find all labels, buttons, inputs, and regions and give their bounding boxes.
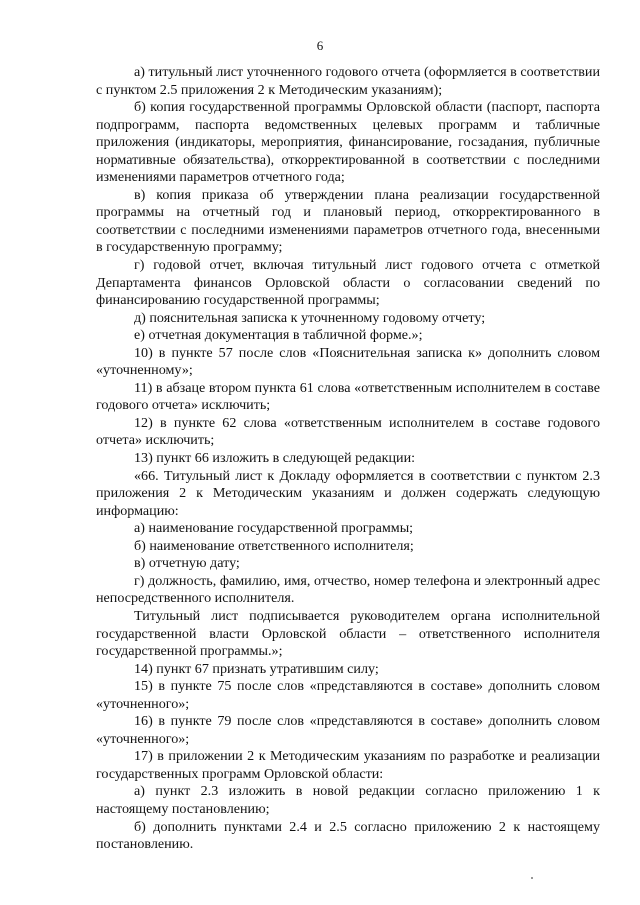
paragraph: 11) в абзаце втором пункта 61 слова «ответственным исполнителем в составе годового отчета» исключить;	[96, 379, 600, 414]
paragraph: а) титульный лист уточненного годового отчета (оформляется в соответствии с пунктом 2.5 приложения 2 к Методическим указаниям);	[96, 64, 600, 98]
paragraph: в) копия приказа об утверждении плана реализации государственной программы на отчетный год и плановый период, откорректированного в соответствии с последними изменениями параметров отчетного года, внесенными в государственную программу;	[96, 186, 600, 256]
paragraph: б) дополнить пунктами 2.4 и 2.5 согласно приложению 2 к настоящему постановлению.	[96, 818, 600, 853]
paragraph: б) копия государственной программы Орловской области (паспорт, паспорта подпрограмм, паспорта ведомственных целевых программ и табличные приложения (индикаторы, мероприятия, финансирование, госзадания, публичные нормативные обязательства), откорректированной в соответствии с последними изменениями параметров отчетного года;	[96, 99, 600, 186]
paragraph: г) годовой отчет, включая титульный лист годового отчета с отметкой Департамента финансов Орловской области о согласовании сведений по финансированию государственной программы;	[96, 257, 600, 309]
paragraph: б) наименование ответственного исполнителя;	[134, 537, 414, 554]
document-body	[96, 64, 600, 854]
paragraph: Титульный лист подписывается руководителем органа исполнительной государственной власти Орловской области – ответственного исполнителя государственной программы.»;	[96, 607, 600, 660]
paragraph: «66. Титульный лист к Докладу оформляется в соответствии с пунктом 2.3 приложения 2 к Методическим указаниям и должен содержать следующую информацию:	[96, 467, 600, 519]
paragraph: а) наименование государственной программы;	[134, 520, 414, 537]
paragraph: 13) пункт 66 изложить в следующей редакции:	[134, 450, 416, 467]
paragraph: г) должность, фамилию, имя, отчество, номер телефона и электронный адрес непосредственного исполнителя.	[96, 572, 600, 607]
scan-speck	[531, 877, 533, 879]
paragraph: 15) в пункте 75 после слов «представляются в составе» дополнить словом «уточненного»;	[96, 678, 600, 712]
page-number: 6	[316, 38, 324, 53]
paragraph: 17) в приложении 2 к Методическим указаниям по разработке и реализации государственных программ Орловской области:	[96, 748, 600, 782]
paragraph: а) пункт 2.3 изложить в новой редакции согласно приложению 1 к настоящему постановлению;	[96, 783, 600, 817]
paragraph: 16) в пункте 79 после слов «представляются в составе» дополнить словом «уточненного»;	[96, 713, 600, 747]
paragraph: 14) пункт 67 признать утратившим силу;	[134, 660, 379, 677]
paragraph: в) отчетную дату;	[134, 555, 240, 572]
paragraph: 10) в пункте 57 после слов «Пояснительная записка к» дополнить словом «уточненному»;	[96, 344, 600, 379]
paragraph: 12) в пункте 62 слова «ответственным исполнителем в составе годового отчета» исключить;	[96, 414, 600, 449]
paragraph: е) отчетная документация в табличной форме.»;	[134, 327, 423, 344]
paragraph: д) пояснительная записка к уточненному годовому отчету;	[134, 309, 486, 326]
